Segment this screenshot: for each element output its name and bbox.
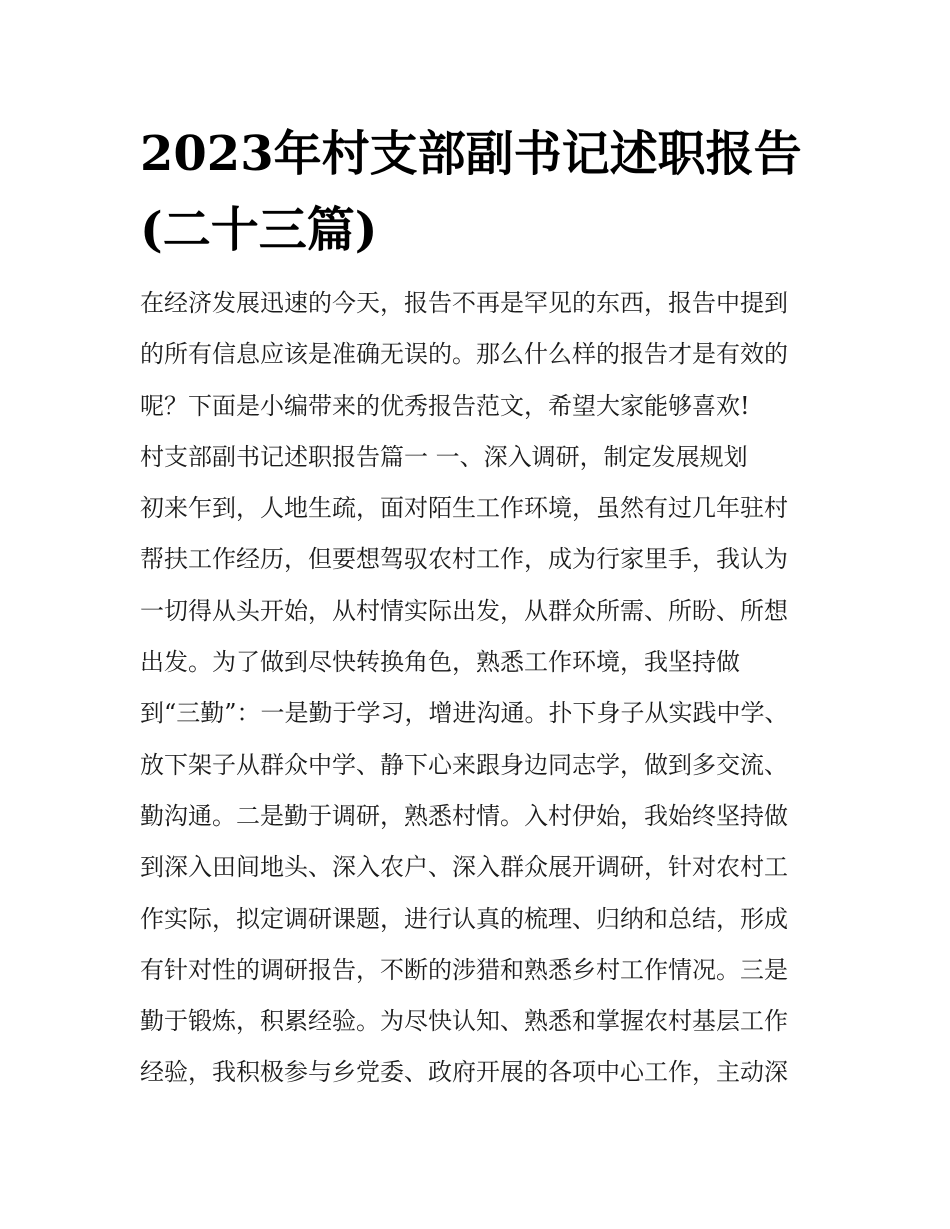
body-line: 一切得从头开始，从村情实际出发，从群众所需、所盼、所想 — [140, 596, 788, 625]
body-line: 放下架子从群众中学、静下心来跟身边同志学，做到多交流、 — [140, 750, 788, 779]
body-line: 村支部副书记述职报告篇一 一、深入调研，制定发展规划 — [140, 442, 748, 471]
body-line: 帮扶工作经历，但要想驾驭农村工作，成为行家里手，我认为 — [140, 545, 788, 574]
body-line: 呢？下面是小编带来的优秀报告范文，希望大家能够喜欢! — [140, 391, 750, 420]
body-line: 作实际，拟定调研课题，进行认真的梳理、归纳和总结，形成 — [140, 904, 788, 933]
body-line: 出发。为了做到尽快转换角色，熟悉工作环境，我坚持做 — [140, 648, 740, 677]
body-line: 有针对性的调研报告，不断的涉猎和熟悉乡村工作情况。三是 — [140, 955, 788, 984]
body-line: 初来乍到，人地生疏，面对陌生工作环境，虽然有过几年驻村 — [140, 494, 788, 523]
body-line: 在经济发展迅速的今天，报告不再是罕见的东西，报告中提到 — [140, 289, 788, 317]
body-line: 到“三勤”：一是勤于学习，增进沟通。扑下身子从实践中学、 — [140, 699, 789, 728]
document-body — [140, 278, 820, 1099]
title-line-2: (二十三篇) — [140, 202, 378, 258]
body-line: 勤沟通。二是勤于调研，熟悉村情。入村伊始，我始终坚持做 — [140, 801, 788, 830]
body-line: 的所有信息应该是准确无误的。那么什么样的报告才是有效的 — [140, 340, 788, 369]
body-line: 到深入田间地头、深入农户、深入群众展开调研，针对农村工 — [140, 853, 788, 882]
document-title — [140, 116, 820, 268]
body-line: 经验，我积极参与乡党委、政府开展的各项中心工作，主动深 — [140, 1058, 788, 1087]
body-line: 勤于锻炼，积累经验。为尽快认知、熟悉和掌握农村基层工作 — [140, 1007, 788, 1036]
title-line-1: 2023年村支部副书记述职报告 — [140, 126, 802, 182]
